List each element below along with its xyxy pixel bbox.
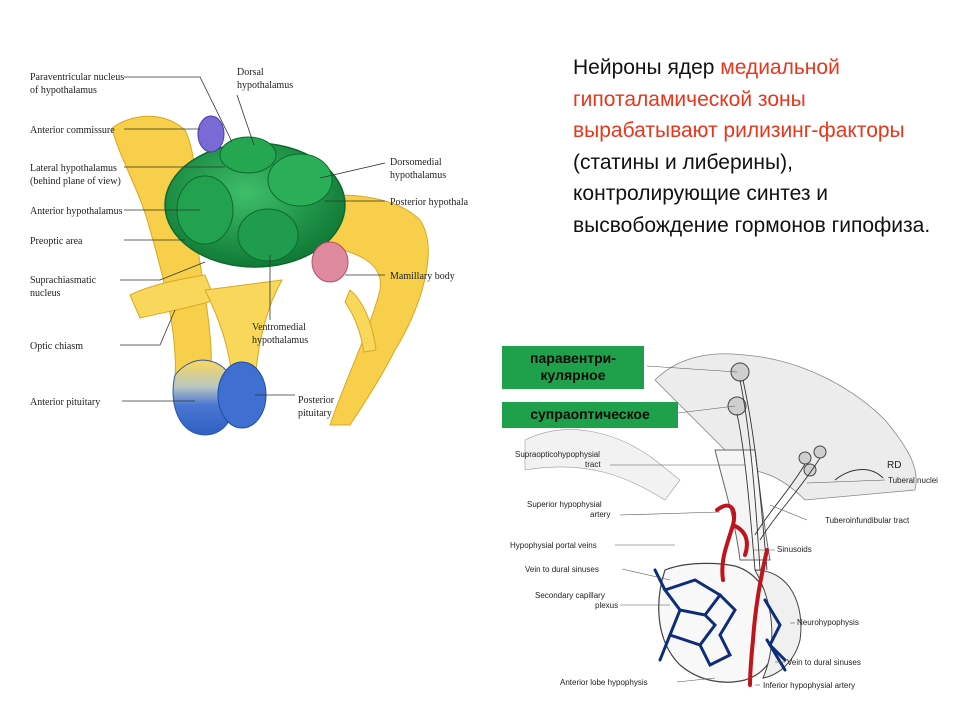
svg-text:pituitary: pituitary	[298, 408, 332, 419]
label-sinusoids: Sinusoids	[777, 545, 812, 554]
signature: RD	[887, 460, 902, 471]
ventromedial-nucleus	[238, 209, 298, 261]
label-supraopticohypophysial: Supraopticohypophysial	[515, 450, 600, 459]
label-anterior-commissure: Anterior commissure	[30, 125, 115, 136]
svg-text:hypothalamus: hypothalamus	[237, 80, 294, 91]
label-secondary-plexus: Secondary capillary	[535, 591, 605, 600]
label-ventromedial: Ventromedial	[252, 322, 306, 333]
tag-supraoptic: супраоптическое	[502, 402, 678, 428]
label-optic-chiasm: Optic chiasm	[30, 341, 84, 352]
label-preoptic: Preoptic area	[30, 236, 83, 247]
label-neurohypophysis: Neurohypophysis	[797, 618, 859, 627]
label-anterior-hypothalamus: Anterior hypothalamus	[30, 206, 123, 217]
svg-text:Paraventricular nucleus	[30, 72, 124, 83]
label-paraventricular: Paraventricular nucleus	[30, 72, 125, 83]
svg-text:of hypothalamus: of hypothalamus	[30, 85, 97, 96]
label-tuberal: Tuberal nuclei	[888, 476, 938, 485]
svg-text:nucleus: nucleus	[30, 288, 61, 299]
svg-text:tract: tract	[585, 460, 601, 469]
svg-text:hypothalamus: hypothalamus	[252, 335, 309, 346]
label-lateral-hypothalamus: Lateral hypothalamus	[30, 163, 117, 174]
label-posterior-pituitary: Posterior	[298, 395, 335, 406]
label-vein-dural-right: Vein to dural sinuses	[787, 658, 861, 667]
dorsomedial-nucleus	[268, 154, 332, 206]
tag-paraventricular: паравентри- кулярное	[502, 346, 644, 389]
hypothalamus-diagram	[0, 50, 500, 490]
label-anterior-pituitary: Anterior pituitary	[30, 397, 101, 408]
label-portal-veins: Hypophysial portal veins	[510, 541, 597, 550]
mamillary-body-blob	[312, 242, 348, 282]
description-text: Нейроны ядер медиальной гипоталамической зоны вырабатывают рилизинг-факторы (статины и либерины), контролирующие синтез и высвобождение гормонов гипофиза.	[573, 56, 931, 237]
label-mamillary: Mamillary body	[390, 271, 455, 282]
label-superior-artery: Superior hypophysial	[527, 500, 602, 509]
label-anterior-lobe: Anterior lobe hypophysis	[560, 678, 648, 687]
hypophysis-diagram	[505, 340, 955, 710]
label-dorsomedial: Dorsomedial	[390, 157, 442, 168]
svg-text:plexus: plexus	[595, 601, 619, 610]
label-inferior-artery: Inferior hypophysial artery	[763, 681, 856, 690]
svg-text:artery: artery	[590, 510, 611, 519]
label-vein-dural: Vein to dural sinuses	[525, 565, 599, 574]
brain-tissue	[655, 354, 916, 500]
label-dorsal: Dorsal	[237, 67, 264, 78]
highlighted-text: медиальной гипоталамической зоны вырабатывают рилизинг-факторы	[573, 56, 905, 142]
label-suprachiasmatic: Suprachiasmatic	[30, 275, 97, 286]
label-tuberoinfundibular: Tuberoinfundibular tract	[825, 516, 910, 525]
svg-text:hypothalamus: hypothalamus	[390, 170, 447, 181]
svg-text:(behind plane of view): (behind plane of view)	[30, 176, 121, 187]
dorsal-nucleus	[220, 137, 276, 173]
label-posterior-hypothalamus: Posterior hypothala	[390, 197, 469, 208]
anterior-commissure-blob	[198, 116, 224, 152]
